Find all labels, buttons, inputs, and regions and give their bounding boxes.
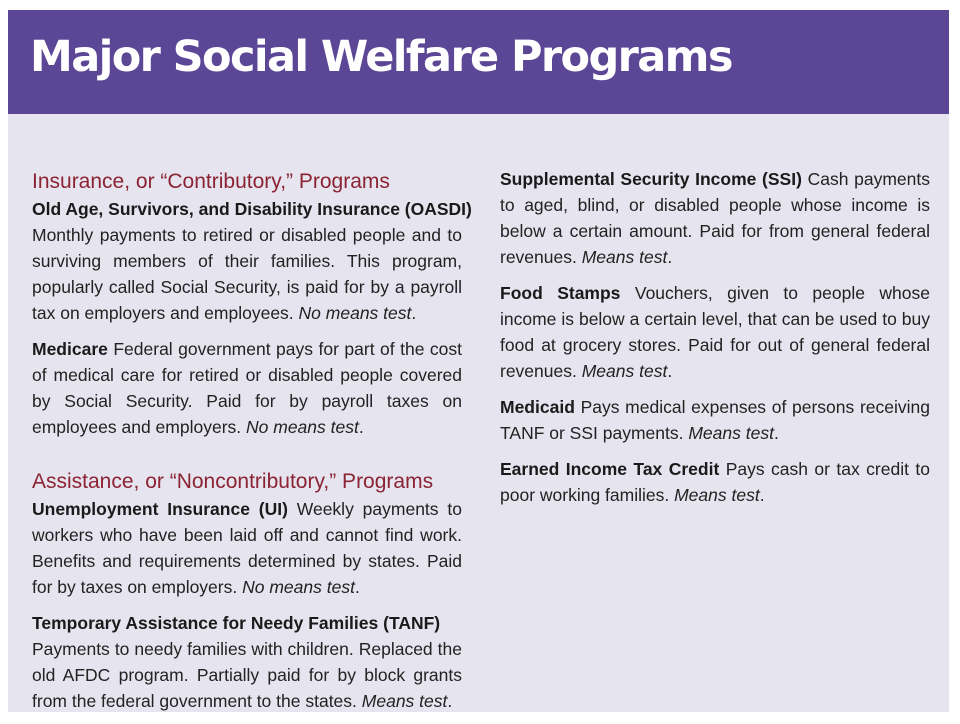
program-description: Payments to needy families with children. Replaced the old AFDC program. Partially paid for by block grants from the federal government to the states. (32, 639, 462, 711)
program-description: Monthly payments to retired or disabled people and to surviving members of their families. This program, popularly called Social Security, is paid for by a payroll tax on employers and employees. (32, 225, 462, 323)
program-medicaid: Medicaid Pays medical expenses of persons receiving TANF or SSI payments. Means test. (500, 397, 930, 443)
program-description: Pays medical expenses of persons receiving TANF or SSI payments. (500, 397, 930, 443)
means-test-label: Means test (361, 691, 448, 711)
means-test-label: No means test (246, 417, 359, 437)
means-test-label: Means test (688, 423, 774, 443)
program-name: Unemployment Insurance (UI) (32, 499, 288, 519)
program-oasdi: Old Age, Survivors, and Disability Insurance (OASDI) Monthly payments to retired or disabled people and to surviving members of their families. This program, popularly called Social Security, is paid for by a payroll tax on employers and employees. No means test. (32, 196, 462, 326)
means-test-label: Means test (581, 247, 668, 267)
program-description: Federal government pays for part of the cost of medical care for retired or disabled people covered by Social Security. Paid for by payroll taxes on employees and employers. (32, 339, 462, 437)
left-column (32, 168, 472, 724)
program-name: Medicaid (500, 397, 575, 417)
program-name: Supplemental Security Income (SSI) (500, 169, 802, 189)
page-title: Major Social Welfare Programs (30, 32, 732, 82)
program-name: Temporary Assistance for Needy Families (TANF) (32, 613, 441, 633)
program-food-stamps: Food Stamps Vouchers, given to people whose income is below a certain level, that can be used to buy food at grocery stores. Paid for out of general federal revenues. Means test. (500, 283, 930, 381)
program-description: Cash payments to aged, blind, or disabled people whose income is below a certain amount. Paid for from general federal revenues. (500, 169, 930, 267)
program-name: Old Age, Survivors, and Disability Insurance (OASDI) (32, 199, 472, 219)
means-test-label: No means test (298, 303, 412, 323)
program-tanf: Temporary Assistance for Needy Families (TANF) Payments to needy families with children. Replaced the old AFDC program. Partially paid for by block grants from the federal government to the states. Means test. (32, 610, 462, 714)
program-name: Medicare (32, 339, 108, 359)
program-eitc: Earned Income Tax Credit Pays cash or tax credit to poor working families. Means test. (500, 459, 930, 505)
right-column (500, 166, 930, 518)
section-heading-insurance: Insurance, or “Contributory,” Programs (32, 170, 390, 193)
program-unemployment-insurance: Unemployment Insurance (UI) Weekly payments to workers who have been laid off and cannot find work. Benefits and requirements determined by states. Paid for by taxes on employers. No means test. (32, 499, 462, 597)
program-description: Pays cash or tax credit to poor working families. (500, 459, 930, 505)
program-medicare: Medicare Federal government pays for part of the cost of medical care for retired or disabled people covered by Social Security. Paid for by payroll taxes on employees and employers. No means test. (32, 339, 462, 437)
means-test-label: Means test (674, 485, 760, 505)
program-ssi: Supplemental Security Income (SSI) Cash payments to aged, blind, or disabled people whose income is below a certain amount. Paid for from general federal revenues. Means test. (500, 169, 930, 267)
program-name: Food Stamps (500, 283, 621, 303)
program-name: Earned Income Tax Credit (500, 459, 720, 479)
section-heading-assistance: Assistance, or “Noncontributory,” Programs (32, 470, 434, 493)
means-test-label: Means test (581, 361, 668, 381)
program-description: Vouchers, given to people whose income is below a certain level, that can be used to buy food at grocery stores. Paid for out of general federal revenues. (500, 283, 930, 381)
means-test-label: No means test (242, 577, 355, 597)
program-description: Weekly payments to workers who have been laid off and cannot find work. Benefits and requirements determined by states. Paid for by taxes on employers. (32, 499, 462, 597)
